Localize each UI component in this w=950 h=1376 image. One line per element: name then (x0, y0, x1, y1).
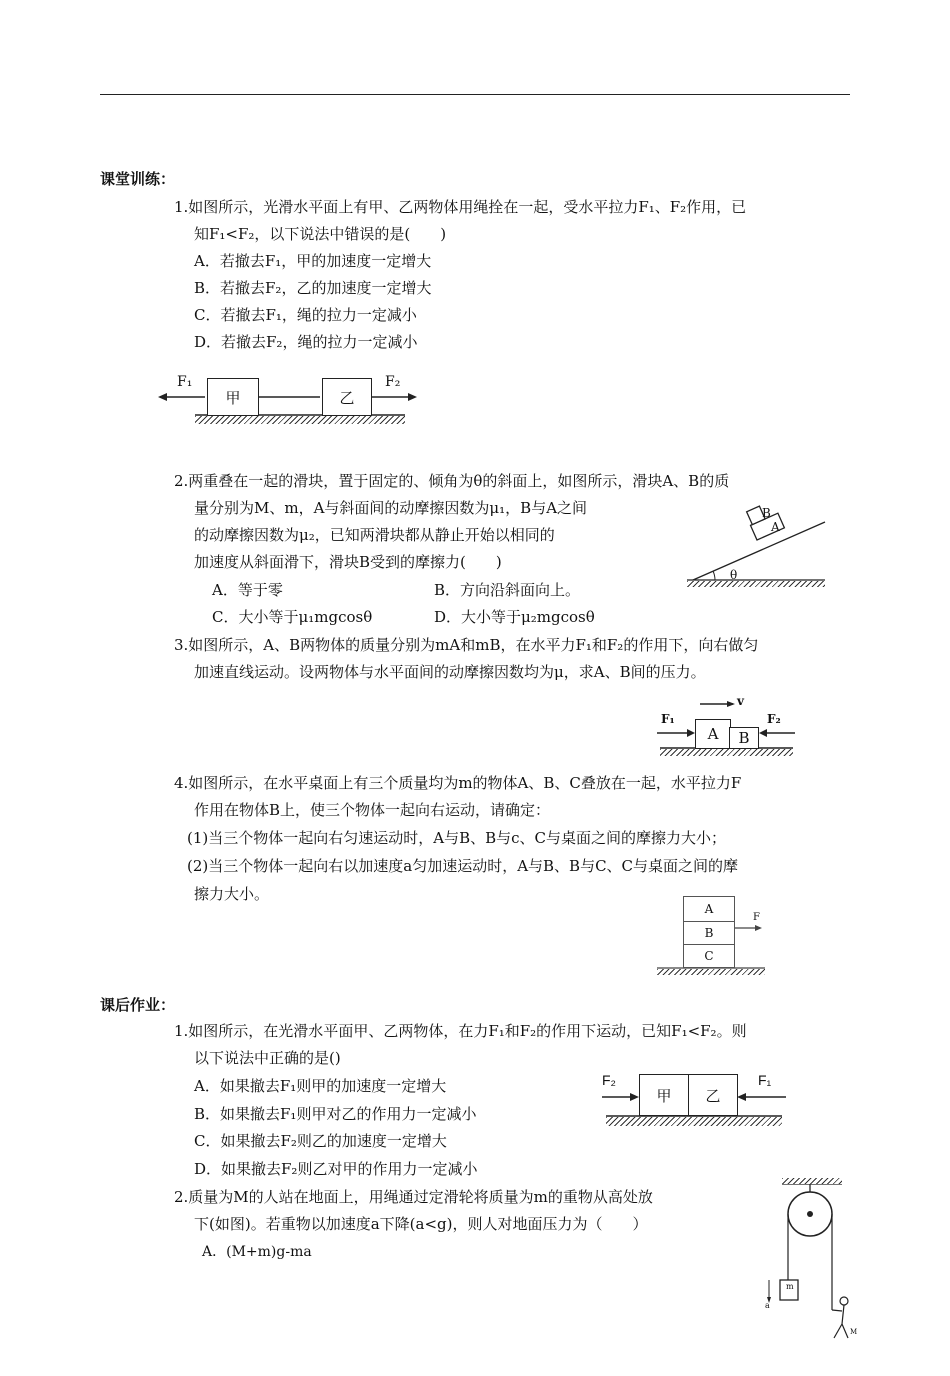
q2-block-b-label: B (762, 506, 771, 520)
hw-q2-line1: 2.质量为M的人站在地面上，用绳通过定滑轮将质量为m的重物从高处放 (174, 1188, 653, 1206)
q1-option-d: D．若撤去F₂，绳的拉力一定减小 (194, 333, 418, 351)
q1-line1: 1.如图所示，光滑水平面上有甲、乙两物体用绳拴在一起，受水平拉力F₁、F₂作用，已 (174, 198, 747, 216)
q3-f1-label: F₁ (661, 712, 675, 726)
hw-q2-man-label: M (850, 1328, 858, 1336)
hw-q1-line1: 1.如图所示，在光滑水平面甲、乙两物体，在力F₁和F₂的作用下运动，已知F₁<F₂。则 (174, 1022, 747, 1040)
q1-figure (155, 372, 420, 432)
header-rule (100, 94, 850, 95)
hw-q2-pulley-figure (752, 1176, 856, 1351)
q3-block-b: B (729, 727, 759, 749)
hw-q1-block-jia: 甲 (639, 1074, 689, 1116)
q2-theta-label: θ (730, 568, 738, 582)
hw-q1-option-a: A．如果撤去F₁则甲的加速度一定增大 (194, 1077, 447, 1095)
hw-q1-line2: 以下说法中正确的是() (194, 1049, 341, 1067)
hw-q1-block-yi: 乙 (688, 1074, 738, 1116)
q4-sub2a: (2)当三个物体一起向右以加速度a匀加速运动时，A与B、B与C、C与桌面之间的摩 (187, 857, 739, 875)
q2-line2: 量分别为M、m，A与斜面间的动摩擦因数为μ₁，B与A之间 (194, 499, 588, 517)
q3-v-label: v (737, 694, 744, 708)
q4-sub1: (1)当三个物体一起向右匀速运动时，A与B、B与c、C与桌面之间的摩擦力大小； (187, 829, 727, 847)
q4-f-label: F (753, 912, 760, 923)
section-heading-homework: 课后作业： (100, 996, 176, 1014)
hw-q1-figure (600, 1068, 790, 1130)
q4-line2: 作用在物体B上，使三个物体一起向右运动，请确定： (194, 801, 551, 819)
q2-option-c: C．大小等于μ₁mgcosθ (212, 608, 373, 626)
q1-option-b: B．若撤去F₂，乙的加速度一定增大 (194, 279, 432, 297)
hw-q2-line2: 下(如图)。若重物以加速度a下降(a<g)，则人对地面压力为（ ） (194, 1215, 648, 1233)
hw-q1-option-b: B．如果撤去F₁则甲对乙的作用力一定减小 (194, 1105, 477, 1123)
q4-block-c: C (683, 944, 735, 968)
q1-block-yi: 乙 (322, 378, 372, 416)
hw-q2-option-a: A．(M+m)g-ma (202, 1244, 312, 1260)
q2-option-d: D．大小等于μ₂mgcosθ (434, 608, 595, 626)
q4-sub2b: 擦力大小。 (194, 885, 270, 903)
q1-f1-label: F₁ (177, 374, 193, 390)
hw-q1-f1-label: F₁ (758, 1072, 772, 1088)
q1-line2: 知F₁<F₂，以下说法中错误的是( ) (194, 225, 447, 243)
q2-option-a: A．等于零 (212, 581, 283, 599)
q3-line1: 3.如图所示，A、B两物体的质量分别为mA和mB，在水平力F₁和F₂的作用下，向右做匀 (174, 636, 759, 654)
q3-f2-label: F₂ (767, 712, 781, 726)
q3-block-a: A (695, 719, 731, 749)
hw-q1-option-c: C．如果撤去F₂则乙的加速度一定增大 (194, 1132, 447, 1150)
q1-f2-label: F₂ (385, 374, 401, 390)
section-heading-classroom: 课堂训练： (100, 170, 176, 188)
q1-block-jia: 甲 (207, 378, 259, 416)
q2-line4: 加速度从斜面滑下，滑块B受到的摩擦力( ) (194, 553, 502, 571)
q2-option-b: B．方向沿斜面向上。 (434, 581, 581, 599)
q4-block-a: A (683, 896, 735, 922)
q4-figure (655, 890, 767, 980)
hw-q2-accel-label: a (765, 1301, 770, 1310)
hw-q1-option-d: D．如果撤去F₂则乙对甲的作用力一定减小 (194, 1160, 478, 1178)
q1-option-c: C．若撤去F₁，绳的拉力一定减小 (194, 306, 417, 324)
q4-block-b: B (683, 921, 735, 945)
q2-incline-figure (685, 500, 830, 592)
hw-q2-weight-label: m (786, 1282, 794, 1291)
q2-line1: 2.两重叠在一起的滑块，置于固定的、倾角为θ的斜面上，如图所示，滑块A、B的质 (174, 472, 730, 490)
q2-line3: 的动摩擦因数为μ₂，已知两滑块都从静止开始以相同的 (194, 526, 555, 544)
q3-line2: 加速直线运动。设两物体与水平面间的动摩擦因数均为μ，求A、B间的压力。 (194, 663, 706, 681)
q4-line1: 4.如图所示，在水平桌面上有三个质量均为m的物体A、B、C叠放在一起，水平拉力F (174, 774, 742, 792)
hw-q1-f2-label: F₂ (602, 1072, 616, 1088)
q3-figure (655, 692, 797, 760)
q2-block-a-label: A (771, 520, 780, 534)
q1-option-a: A．若撤去F₁，甲的加速度一定增大 (194, 252, 432, 270)
